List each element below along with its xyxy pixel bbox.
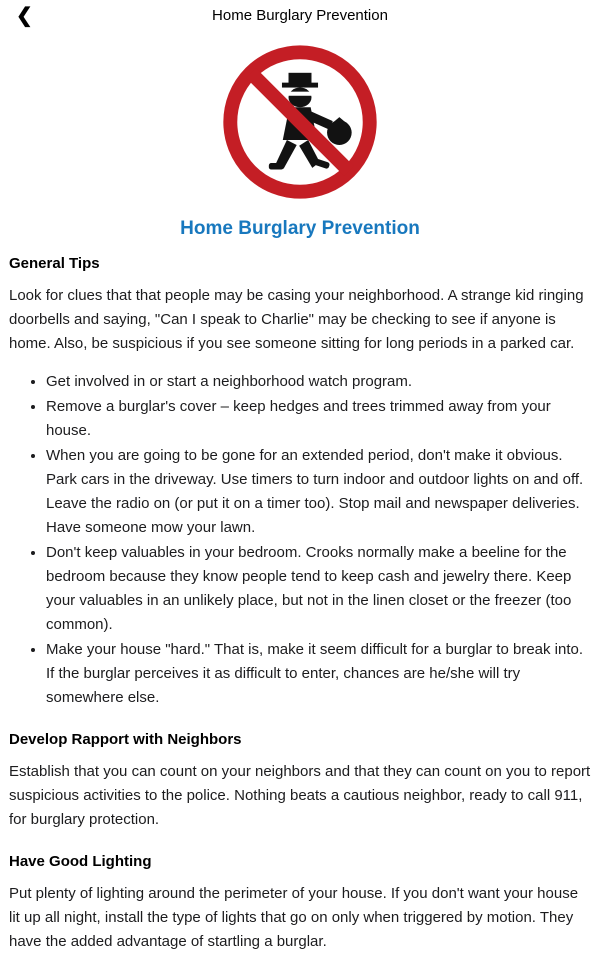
nav-bar: [0, 0, 600, 34]
lighting-paragraph: Put plenty of lighting around the perimeter of your house. If you don't want your house lit up all night, install the type of lights that go on only when triggered by motion. They have the added advantage of startling a burglar.: [9, 885, 579, 950]
rapport-paragraph: Establish that you can count on your neighbors and that they can count on you to report suspicious activities to the police. Nothing beats a cautious neighbor, ready to call 911, for burglary protection.: [9, 763, 591, 828]
list-item: • When you are going to be gone for an extended period, don't make it obvious. Park cars in the driveway. Use timers to turn indoor and outdoor lights on and off. Leave the radio on (or put it on a timer too). Stop mail and newspaper deliveries. Have someone mow your lawn.: [46, 444, 591, 540]
list-item: • Get involved in or start a neighborhood watch program.: [46, 370, 591, 394]
tips-list: [9, 370, 591, 710]
list-item: • Remove a burglar's cover – keep hedges and trees trimmed away from your house.: [46, 395, 591, 443]
list-item: • Make your house "hard." That is, make it seem difficult for a burglar to break into. If the burglar perceives it as difficult to enter, chances are he/she will try somewhere else.: [46, 638, 591, 710]
article-body: [0, 252, 600, 954]
no-burglary-icon: [218, 40, 382, 204]
general-tips-intro-paragraph: Look for clues that that people may be casing your neighborhood. A strange kid ringing doorbells and saying, "Can I speak to Charlie" may be checking to see if anyone is home. Also, be suspicious if you see someone sitting for long periods in a parked car.: [9, 287, 584, 352]
hero-image: [0, 40, 600, 204]
section-title-have-good-lighting: Have Good Lighting: [9, 853, 152, 870]
section-title-develop-rapport: Develop Rapport with Neighbors: [9, 731, 242, 748]
page-title: Home Burglary Prevention: [180, 218, 420, 239]
nav-title: Home Burglary Prevention: [212, 7, 388, 24]
back-button[interactable]: [10, 3, 39, 29]
back-chevron-icon: ❮: [16, 5, 33, 27]
section-title-general-tips: General Tips: [9, 255, 100, 272]
list-item: • Don't keep valuables in your bedroom. Crooks normally make a beeline for the bedroom because they know people tend to keep cash and jewelry there. Keep your valuables in an unlikely place, but not in the linen closet or the freezer (too common).: [46, 541, 591, 637]
